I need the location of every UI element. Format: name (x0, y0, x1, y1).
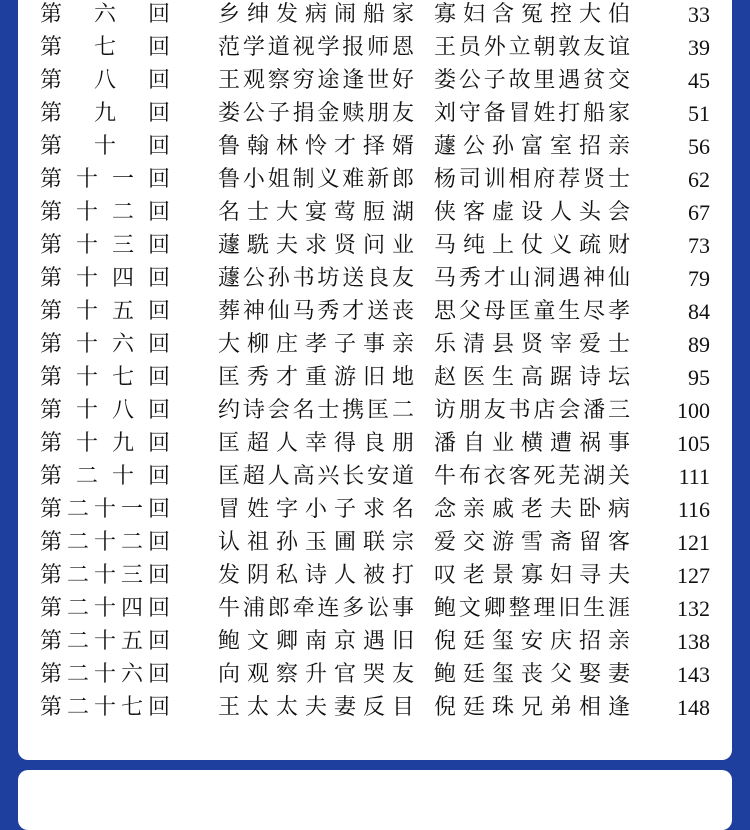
toc-panel (18, 0, 732, 760)
page-number: 67 (688, 200, 710, 225)
chapter-title-second: 王员外立朝敦友谊 (434, 35, 630, 60)
chapter-title-first: 鲍文卿南京遇旧 (218, 629, 414, 654)
chapter-title-second: 潘自业横遭祸事 (434, 431, 630, 456)
chapter-title-first: 认祖孙玉圃联宗 (218, 530, 414, 555)
chapter-number: 第十六回 (40, 332, 170, 357)
chapter-title-second: 念亲戚老夫卧病 (434, 497, 630, 522)
chapter-title-second: 马纯上仗义疏财 (434, 233, 630, 258)
chapter-number: 第六回 (40, 2, 170, 27)
toc-row (18, 31, 732, 64)
chapter-title-first: 葬神仙马秀才送丧 (218, 299, 414, 324)
chapter-title-second: 寡妇含冤控大伯 (434, 2, 630, 27)
page-number: 51 (688, 101, 710, 126)
chapter-title-second: 鲍文卿整理旧生涯 (434, 596, 630, 621)
chapter-number: 第十九回 (40, 431, 170, 456)
chapter-title-first: 向观察升官哭友 (218, 662, 414, 687)
chapter-title-first: 冒姓字小子求名 (218, 497, 414, 522)
chapter-title-second: 叹老景寡妇寻夫 (434, 563, 630, 588)
chapter-number: 第八回 (40, 68, 170, 93)
chapter-number: 第十回 (40, 134, 170, 159)
chapter-title-first: 鲁小姐制义难新郎 (218, 167, 414, 192)
chapter-title-first: 娄公子捐金赎朋友 (218, 101, 414, 126)
toc-row (18, 625, 732, 658)
toc-row (18, 493, 732, 526)
chapter-title-second: 马秀才山洞遇神仙 (434, 266, 630, 291)
chapter-number: 第二十四回 (40, 596, 170, 621)
page-number: 132 (677, 596, 710, 621)
toc-row (18, 394, 732, 427)
page-number: 111 (678, 464, 710, 489)
page-number: 138 (677, 629, 710, 654)
toc-row (18, 295, 732, 328)
toc-row (18, 97, 732, 130)
toc-row (18, 691, 732, 724)
chapter-number: 第十八回 (40, 398, 170, 423)
toc-row (18, 262, 732, 295)
chapter-title-first: 鲁翰林怜才择婿 (218, 134, 414, 159)
page-number: 148 (677, 695, 710, 720)
page-number: 89 (688, 332, 710, 357)
toc-row (18, 0, 732, 31)
chapter-title-first: 匡超人幸得良朋 (218, 431, 414, 456)
page-number: 79 (688, 266, 710, 291)
toc-row (18, 559, 732, 592)
chapter-title-first: 蘧公孙书坊送良友 (218, 266, 414, 291)
chapter-number: 第十七回 (40, 365, 170, 390)
chapter-title-first: 约诗会名士携匡二 (218, 398, 414, 423)
page-number: 121 (677, 530, 710, 555)
chapter-title-second: 倪廷玺安庆招亲 (434, 629, 630, 654)
chapter-title-first: 王观察穷途逢世好 (218, 68, 414, 93)
chapter-title-first: 乡绅发病闹船家 (218, 2, 414, 27)
chapter-number: 第二十七回 (40, 695, 170, 720)
toc-row (18, 196, 732, 229)
chapter-title-first: 蘧駪夫求贤问业 (218, 233, 414, 258)
page-number: 143 (677, 662, 710, 687)
chapter-title-second: 牛布衣客死芜湖关 (434, 464, 630, 489)
chapter-title-second: 蘧公孙富室招亲 (434, 134, 630, 159)
page-number: 116 (677, 497, 710, 522)
toc-row (18, 658, 732, 691)
chapter-number: 第七回 (40, 35, 170, 60)
page-number: 127 (677, 563, 710, 588)
page-number: 95 (688, 365, 710, 390)
toc-row (18, 427, 732, 460)
chapter-title-second: 鲍廷玺丧父娶妻 (434, 662, 630, 687)
chapter-title-second: 娄公子故里遇贫交 (434, 68, 630, 93)
chapter-number: 第二十回 (40, 464, 170, 489)
chapter-number: 第二十一回 (40, 497, 170, 522)
page-number: 100 (677, 398, 710, 423)
toc-row (18, 130, 732, 163)
chapter-number: 第十一回 (40, 167, 170, 192)
toc-row (18, 361, 732, 394)
chapter-number: 第九回 (40, 101, 170, 126)
page-number: 56 (688, 134, 710, 159)
toc-row (18, 328, 732, 361)
chapter-title-second: 侠客虚设人头会 (434, 200, 630, 225)
chapter-title-first: 大柳庄孝子事亲 (218, 332, 414, 357)
chapter-number: 第二十五回 (40, 629, 170, 654)
chapter-title-second: 访朋友书店会潘三 (434, 398, 630, 423)
chapter-title-first: 名士大宴莺脰湖 (218, 200, 414, 225)
chapter-title-second: 倪廷珠兄弟相逢 (434, 695, 630, 720)
chapter-number: 第二十六回 (40, 662, 170, 687)
page-number: 84 (688, 299, 710, 324)
chapter-title-first: 匡秀才重游旧地 (218, 365, 414, 390)
page-number: 105 (677, 431, 710, 456)
chapter-number: 第十三回 (40, 233, 170, 258)
chapter-number: 第十二回 (40, 200, 170, 225)
chapter-title-first: 范学道视学报师恩 (218, 35, 414, 60)
chapter-title-first: 牛浦郎牵连多讼事 (218, 596, 414, 621)
page-number: 33 (688, 2, 710, 27)
page-number: 62 (688, 167, 710, 192)
page-number: 45 (688, 68, 710, 93)
toc-row (18, 64, 732, 97)
toc-row (18, 592, 732, 625)
chapter-number: 第二十三回 (40, 563, 170, 588)
chapter-title-second: 赵医生高踞诗坛 (434, 365, 630, 390)
toc-row (18, 163, 732, 196)
chapter-title-second: 思父母匡童生尽孝 (434, 299, 630, 324)
toc-row (18, 460, 732, 493)
chapter-title-second: 乐清县贤宰爱士 (434, 332, 630, 357)
chapter-title-first: 匡超人高兴长安道 (218, 464, 414, 489)
chapter-title-first: 发阴私诗人被打 (218, 563, 414, 588)
chapter-number: 第二十二回 (40, 530, 170, 555)
next-toc-panel (18, 770, 732, 830)
toc-row (18, 526, 732, 559)
chapter-title-second: 杨司训相府荐贤士 (434, 167, 630, 192)
chapter-title-first: 王太太夫妻反目 (218, 695, 414, 720)
page-number: 39 (688, 35, 710, 60)
chapter-title-second: 刘守备冒姓打船家 (434, 101, 630, 126)
chapter-number: 第十五回 (40, 299, 170, 324)
page-number: 73 (688, 233, 710, 258)
chapter-title-second: 爱交游雪斋留客 (434, 530, 630, 555)
chapter-number: 第十四回 (40, 266, 170, 291)
toc-row (18, 229, 732, 262)
